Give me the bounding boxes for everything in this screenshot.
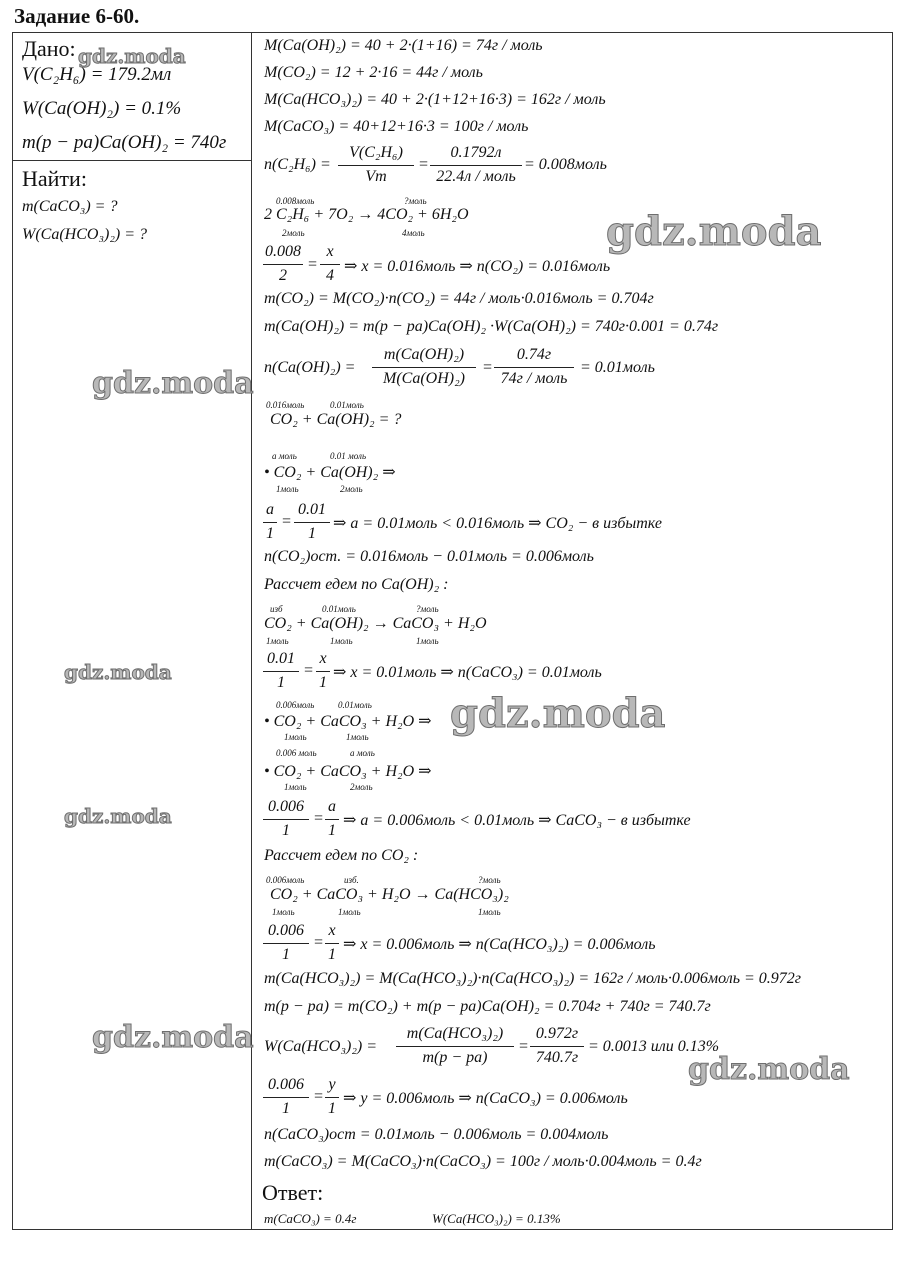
fraction-bar bbox=[263, 522, 277, 523]
molar-mass-line: M(CaCO₃) = 40+12+16·3 = 100г / моль bbox=[264, 118, 529, 135]
molar-mass-line: M(Ca(HCO₃)₂) = 40 + 2·(1+12+16·3) = 162г / моль bbox=[264, 91, 606, 108]
n-c2h6-result: = 0.008моль bbox=[524, 156, 607, 173]
watermark: gdz.moda bbox=[92, 366, 254, 401]
fraction-numerator: m(Ca(HCO₃)₂) bbox=[406, 1025, 504, 1042]
equals-sign: = bbox=[307, 256, 318, 273]
task-title: Задание 6-60. bbox=[14, 4, 140, 28]
m-solution-line: m(p − pa) = m(CO₂) + m(p − pa)Ca(OH)₂ = 0.704г + 740г = 740.7г bbox=[264, 998, 711, 1015]
fraction-numerator: 0.01 bbox=[267, 650, 295, 667]
mol-annotation: ?моль bbox=[404, 196, 427, 206]
reaction-equation: • CO₂ + CaCO₃ + H₂O ⇒ bbox=[264, 763, 432, 780]
w-cahco3-result: = 0.0013 или 0.13% bbox=[588, 1038, 720, 1055]
fraction-bar bbox=[396, 1046, 514, 1047]
mol-annotation: 1моль bbox=[284, 732, 307, 742]
fraction-numerator: x bbox=[319, 650, 327, 667]
equals-sign: = bbox=[418, 156, 429, 173]
watermark: gdz.moda bbox=[688, 1052, 850, 1087]
reaction-equation: CO₂ + Ca(OH)₂ → CaCO₃ + H₂O bbox=[264, 615, 487, 632]
reaction-equation: • CO₂ + Ca(OH)₂ ⇒ bbox=[264, 464, 396, 481]
mol-annotation: 1моль bbox=[276, 484, 299, 494]
mol-annotation: ?моль bbox=[478, 875, 501, 885]
fraction-denominator: 22.4л / моль bbox=[436, 168, 516, 185]
fraction-numerator: 0.006 bbox=[268, 1076, 304, 1093]
fraction-denominator: 740.7г bbox=[535, 1049, 579, 1066]
fraction-numerator: a bbox=[266, 501, 274, 518]
fraction-bar bbox=[338, 165, 414, 166]
watermark: gdz.moda bbox=[64, 804, 172, 828]
fraction-numerator: V(C₂H₆) bbox=[349, 144, 403, 161]
fraction-denominator: 1 bbox=[266, 525, 274, 542]
mol-annotation: 0.008моль bbox=[276, 196, 315, 206]
fraction-denominator: 2 bbox=[279, 267, 287, 284]
fraction-denominator: 1 bbox=[308, 525, 316, 542]
fraction-bar bbox=[325, 819, 339, 820]
answer-fraction: W(Ca(HCO₃)₂) = 0.13% bbox=[432, 1211, 561, 1226]
fraction-bar bbox=[263, 819, 309, 820]
proportion-result: ⇒ x = 0.016моль ⇒ n(CO₂) = 0.016моль bbox=[344, 258, 611, 275]
fraction-numerator: 0.1792л bbox=[450, 144, 502, 161]
watermark: gdz.moda bbox=[78, 44, 186, 68]
fraction-bar bbox=[294, 522, 330, 523]
mol-annotation: 1моль bbox=[272, 907, 295, 917]
fraction-denominator: 1 bbox=[282, 946, 290, 963]
given-mass-fraction: W(Ca(OH)₂) = 0.1% bbox=[22, 98, 182, 119]
fraction-denominator: Vm bbox=[365, 168, 387, 185]
answer-mass: m(CaCO₃) = 0.4г bbox=[264, 1211, 357, 1226]
given-find-divider bbox=[12, 160, 252, 161]
fraction-bar bbox=[372, 367, 476, 368]
molar-mass-line: M(Ca(OH)₂) = 40 + 2·(1+16) = 74г / моль bbox=[264, 37, 543, 54]
fraction-numerator: 0.972г bbox=[535, 1025, 579, 1042]
watermark: gdz.moda bbox=[450, 690, 666, 737]
n-co2-rest-line: n(CO₂)ост. = 0.016моль − 0.01моль = 0.006моль bbox=[264, 548, 594, 565]
fraction-denominator: m(p − pa) bbox=[422, 1049, 488, 1066]
n-caco3-rest-line: n(CaCO₃)ост = 0.01моль − 0.006моль = 0.004моль bbox=[264, 1126, 609, 1143]
watermark: gdz.moda bbox=[64, 660, 172, 684]
fraction-denominator: 1 bbox=[319, 674, 327, 691]
mol-annotation: 1моль bbox=[346, 732, 369, 742]
reaction-equation: • CO₂ + CaCO₃ + H₂O ⇒ bbox=[264, 713, 432, 730]
fraction-numerator: 0.006 bbox=[268, 922, 304, 939]
mol-annotation: 0.01моль bbox=[330, 400, 364, 410]
given-solution-mass: m(p − pa)Ca(OH)₂ = 740г bbox=[22, 132, 227, 153]
mol-annotation: 1моль bbox=[266, 636, 289, 646]
mol-annotation: 2моль bbox=[350, 782, 373, 792]
proportion-result: ⇒ x = 0.01моль ⇒ n(CaCO₃) = 0.01моль bbox=[333, 664, 602, 681]
mol-annotation: 1моль bbox=[330, 636, 353, 646]
mol-annotation: 4моль bbox=[402, 228, 425, 238]
find-item: W(Ca(HCO₃)₂) = ? bbox=[22, 226, 148, 243]
mol-annotation: 2моль bbox=[340, 484, 363, 494]
fraction-bar bbox=[325, 1097, 339, 1098]
proportion-result: ⇒ x = 0.006моль ⇒ n(Ca(HCO₃)₂) = 0.006моль bbox=[343, 936, 656, 953]
fraction-numerator: 0.01 bbox=[298, 501, 326, 518]
fraction-bar bbox=[316, 671, 330, 672]
fraction-numerator: a bbox=[328, 798, 336, 815]
fraction-numerator: 0.74г bbox=[516, 346, 552, 363]
mol-annotation: 0.01 моль bbox=[330, 451, 367, 461]
calc-note: Рассчет едем по Ca(OH)₂ : bbox=[264, 576, 449, 593]
fraction-denominator: 74г / моль bbox=[500, 370, 568, 387]
proportion-result: ⇒ a = 0.006моль < 0.01моль ⇒ CaCO₃ − в избытке bbox=[343, 812, 691, 829]
m-caoh2-line: m(Ca(OH)₂) = m(p − pa)Ca(OH)₂ ·W(Ca(OH)₂) = 740г·0.001 = 0.74г bbox=[264, 318, 719, 335]
mol-annotation: a моль bbox=[350, 748, 375, 758]
mol-annotation: 1моль bbox=[416, 636, 439, 646]
m-cahco3-line: m(Ca(HCO₃)₂) = M(Ca(HCO₃)₂)·n(Ca(HCO₃)₂) = 162г / моль·0.006моль = 0.972г bbox=[264, 970, 802, 987]
fraction-bar bbox=[263, 264, 303, 265]
fraction-denominator: 1 bbox=[282, 1100, 290, 1117]
reaction-equation: CO₂ + CaCO₃ + H₂O → Ca(HCO₃)₂ bbox=[270, 886, 509, 903]
fraction-bar bbox=[430, 165, 522, 166]
find-header: Найти: bbox=[22, 166, 87, 191]
fraction-bar bbox=[263, 943, 309, 944]
fraction-bar bbox=[494, 367, 574, 368]
mol-annotation: изб. bbox=[344, 875, 359, 885]
watermark: gdz.moda bbox=[606, 208, 822, 255]
equals-sign: = bbox=[281, 513, 292, 530]
calc-note: Рассчет едем по CO₂ : bbox=[264, 847, 419, 864]
mol-annotation: 0.006моль bbox=[266, 875, 305, 885]
fraction-denominator: 1 bbox=[328, 1100, 336, 1117]
mol-annotation: 0.01моль bbox=[338, 700, 372, 710]
equals-sign: = bbox=[518, 1038, 529, 1055]
mol-annotation: 0.006 моль bbox=[276, 748, 317, 758]
reaction-question: CO₂ + Ca(OH)₂ = ? bbox=[270, 411, 402, 428]
combustion-equation: 2 C₂H₆ + 7O₂ → 4CO₂ + 6H₂O bbox=[264, 206, 469, 223]
mol-annotation: 1моль bbox=[284, 782, 307, 792]
given-header: Дано: bbox=[22, 36, 76, 61]
fraction-denominator: 1 bbox=[277, 674, 285, 691]
equals-sign: = bbox=[313, 810, 324, 827]
fraction-denominator: M(Ca(OH)₂) bbox=[383, 370, 465, 387]
mol-annotation: 1моль bbox=[338, 907, 361, 917]
fraction-bar bbox=[325, 943, 339, 944]
fraction-numerator: x bbox=[326, 243, 334, 260]
fraction-denominator: 1 bbox=[282, 822, 290, 839]
proportion-result: ⇒ a = 0.01моль < 0.016моль ⇒ CO₂ − в избытке bbox=[333, 515, 662, 532]
molar-mass-line: M(CO₂) = 12 + 2·16 = 44г / моль bbox=[264, 64, 483, 81]
w-cahco3-lhs: W(Ca(HCO₃)₂) = bbox=[264, 1038, 378, 1055]
fraction-numerator: y bbox=[328, 1076, 336, 1093]
mol-annotation: изб bbox=[270, 604, 283, 614]
fraction-bar bbox=[320, 264, 340, 265]
fraction-bar bbox=[263, 671, 299, 672]
m-caco3-line: m(CaCO₃) = M(CaCO₃)·n(CaCO₃) = 100г / моль·0.004моль = 0.4г bbox=[264, 1153, 702, 1170]
mol-annotation: 0.01моль bbox=[322, 604, 356, 614]
mol-annotation: 0.006моль bbox=[276, 700, 315, 710]
find-item: m(CaCO₃) = ? bbox=[22, 198, 118, 215]
fraction-bar bbox=[530, 1046, 584, 1047]
mol-annotation: a моль bbox=[272, 451, 297, 461]
answer-header: Ответ: bbox=[262, 1180, 324, 1205]
mol-annotation: 1моль bbox=[478, 907, 501, 917]
equals-sign: = bbox=[303, 662, 314, 679]
given-volume: V(C₂H₆) = 179.2мл bbox=[22, 64, 172, 85]
equals-sign: = bbox=[313, 934, 324, 951]
fraction-denominator: 1 bbox=[328, 822, 336, 839]
watermark: gdz.moda bbox=[92, 1020, 254, 1055]
proportion-result: ⇒ y = 0.006моль ⇒ n(CaCO₃) = 0.006моль bbox=[343, 1090, 628, 1107]
n-caoh2-result: = 0.01моль bbox=[580, 359, 655, 376]
n-c2h6-lhs: n(C₂H₆) = bbox=[264, 156, 331, 173]
mol-annotation: 0.016моль bbox=[266, 400, 305, 410]
fraction-numerator: m(Ca(OH)₂) bbox=[383, 346, 465, 363]
fraction-numerator: x bbox=[328, 922, 336, 939]
fraction-bar bbox=[263, 1097, 309, 1098]
fraction-numerator: 0.008 bbox=[265, 243, 301, 260]
fraction-numerator: 0.006 bbox=[268, 798, 304, 815]
m-co2-line: m(CO₂) = M(CO₂)·n(CO₂) = 44г / моль·0.016моль = 0.704г bbox=[264, 290, 654, 307]
mol-annotation: 2моль bbox=[282, 228, 305, 238]
mol-annotation: ?моль bbox=[416, 604, 439, 614]
equals-sign: = bbox=[482, 359, 493, 376]
fraction-denominator: 1 bbox=[328, 946, 336, 963]
n-caoh2-lhs: n(Ca(OH)₂) = bbox=[264, 359, 356, 376]
fraction-denominator: 4 bbox=[326, 267, 334, 284]
equals-sign: = bbox=[313, 1088, 324, 1105]
